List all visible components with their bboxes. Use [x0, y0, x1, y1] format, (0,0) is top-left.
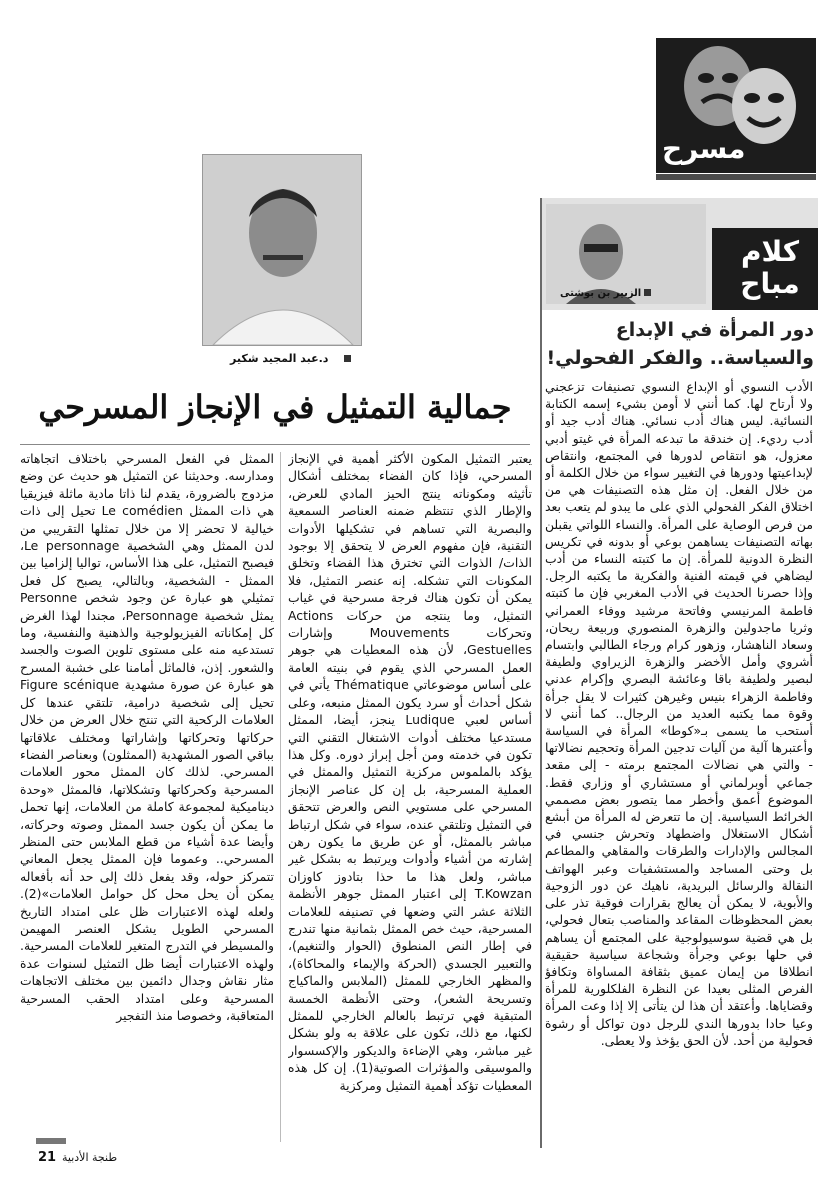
author-portrait-icon: [203, 155, 361, 345]
column-name-line2: مباح: [740, 267, 800, 300]
column-name: [728, 236, 812, 300]
author-photo: [202, 154, 362, 346]
column-title-line1: دور المرأة في الإبداع: [615, 319, 814, 341]
author-marker-icon: [344, 355, 351, 362]
columnist-name: [560, 288, 651, 299]
marker-square-icon: [644, 289, 651, 296]
article-title: جمالية التمثيل في الإنجاز المسرحي: [38, 388, 512, 426]
article-author: د.عبد المجيد شكير: [230, 352, 329, 365]
title-rule: [20, 444, 530, 445]
column-title: [546, 316, 814, 372]
column-divider: [280, 452, 281, 1142]
column-title-line2: والسياسة.. والفكر الفحولي!: [546, 347, 814, 369]
article-column-2: الممثل في الفعل المسرحي باختلاف اتجاهاته ومدارسه. وحديثنا عن التمثيل هو حديث عن وضع مزدوج بالضرورة، يقدم لنا ذاتا مادية ماثلة فيزيقيا هي ذات الممثل Le comédien تحيل إلى ذات خيالية لا تحضر إلا من خلال تمثلها التقريبي من لدن الممثل وهي الشخصية Le personnage، فيصبح التمثيل، على هذا الأساس، تواليا إلزاميا بين الممثل - الشخصية، وبالتالي، يصبح كل فعل تمثيلي هو عبارة عن وجود شخص Personne يمثل شخصية Personnage، مجندا لهذا الغرض كل إمكاناته الفيزيولوجية والذهنية والنفسية، وما تستدعيه منه على مستوى تلوين الصوت والجسد والشعور. إذن، فالماثل أمامنا على خشبة المسرح هو عبارة عن صورة مشهدية Figure scénique تحيل إلى شخصية درامية، تلتقي عندها كل العلامات الركحية التي تنتج خلال العرض من خلال حركاتها وتحركاتها وإشاراتها ومختلف علاقاتها بباقي الصور المشهدية (الممثلون) وبعناصر الفضاء المسرحي. لذلك كان الممثل محور العلامات المسرحية وكحركاتها وتشكلاتها، فالممثل «وحدة ديناميكية لمجموعة كاملة من العلامات، إنها تحمل ما يمكن أن يكون جسد الممثل وصوته وحركاته، وأيضا عدة أشياء من قطع الملابس حتى المنظر المسرحي.. وعموما فإن الممثل يجعل المعاني تتمركز حوله، وقد يفعل ذلك إلى حد أنه بأفعاله يمكن أن يحل محل كل حوامل العلامات»(2). ولعله لهذه الاعتبارات ظل على امتداد التاريخ المسرحي الطويل يشكل العنصر المهيمن والمسيطر في التدرج المتغير للعلامات المسرحية. ولهذه الاعتبارات أيضا ظل التمثيل لسنوات عدة مثار نقاش وجدال دائمين بين مختلف الاتجاهات المسرحية وعلى امتداد الحقب المسرحية المتعاقبة، وخصوصا منذ التفجير: [20, 451, 274, 1023]
publication-name: طنجة الأدبية: [62, 1151, 118, 1164]
section-bar: [656, 174, 816, 180]
column-name-line1: كلام: [740, 235, 800, 268]
footer-bar: [36, 1138, 66, 1144]
columnist-name-text: الزبير بن بوشتى: [560, 288, 642, 299]
column-body: الأدب النسوي أو الإبداع النسوي تصنيفات تزعجني ولا أرتاح لها. كما أنني لا أومن بشيء إسمه الكتابة النسائية. ليس هناك أدب نسائي. هناك أدب جيد أو أدب رديء. إن خندقة ما تبدعه المرأة في غيتو أدبي معزول، هو انتقاص لدورها في المجتمع، وانتقاص لإبداعيتها ودورها في التغيير سواء من خلال الكلمة أو من خلال الفعل. إن مثل هذه التصنيفات هي من اختلاق الفكر الفحولي الذي على ما يبدو لم يتعب بعد من فرص الوصاية على المرأة. والنساء اللواتي يقبلن بهاته التصنيفات يساهمن بوعي أو بدونه في تكريس النظرة الدونية للمرأة. إن ما كتبته النساء من أدب ليضاهي في قيمته الفنية والفكرية ما يكتبه الرجل. وإذا حصرنا الحديث في الأدب المغربي فإن ما كتبته فاطمة المرنيسي وفاتحة مرشيد ووفاء العمراني وثريا ماجدولين والزهرة المنصوري وربيعة ريحان، وسعاد الناهشار، وزهور كرام ورجاء الطالبي وابتسام أشروي وأمل الأخضر والزهرة الزيراوي ولطيفة لبصير ولطيفة باقا وعائشة البصري وإكرام عدني وفاطمة الزهراء بنيس وغيرهن كثيرات لا يقل جرأة وقوة مما يكتبه العديد من الرجال.. كما أنني لا أستحب ما يسمى بـ«كوطا» المرأة في السياسة وأعتبرها آلية من آليات تدجين المرأة وتحجيم نضالاتها - والتي هي نضالات المجتمع برمته - إلى مقعد جماعي أوبرلماني أو مستشاري أو وزاري فقط. الموضوع أعمق وأخطر مما يتصور بعض مصممي الخرائط السياسية. إن ما تتعرض له المرأة من أبشع أشكال الاستغلال واضطهاد وتحرش جنسي في المجالس والإدارات والطرقات والمقاهي والمطاعم بل وحتى المساجد والمستشفيات وعبر الهواتف النقالة والرسائل البريدية، ناهيك عن دور الزوجية والأبوية، لا يمكن أن يعالج بقرارات فوقية تذر على بعض المحظوظات المقاعد والمناصب بتعال فحولي، بل هي قضية سوسيولوجية على المجتمع أن يساهم في حلها بوعي وجرأة وشجاعة سياسية حقيقية انطلاقا من إيمان عميق بثقافة المساواة وتكافؤ الفرص المثلى بعيدا عن النظرة الفلكلورية للمرأة وقضاياها. وأعتقد أن هذا لن يتأتى إلا إذا وعت المرأة وعيا حادا بدورها الندي للرجل دون تواكل أو رشوة فحولية من أحد. لأن الحق يؤخذ ولا يعطى.: [545, 379, 813, 1048]
section-label: مسرح: [662, 132, 746, 165]
article-column-1: يعتبر التمثيل المكون الأكثر أهمية في الإنجاز المسرحي، فإذا كان الفضاء بمختلف أشكال تأثيثه ومكوناته ينتج الحيز المادي للعرض، والإطار الذي تنتظم ضمنه العناصر السمعية والبصرية التي تساهم في تشكيلها الأدوات التقنية، فإن مفهوم العرض لا يتحقق إلا بوجود الذات/ الذوات التي تخترق هذا الفضاء وتخلق المكونات التي تشكله. إنه عنصر التمثيل، فلا يمكن أن تكون هناك فرجة مسرحية في غياب التمثيل، وما ينتجه من حركات Actions وتحركات Mouvements وإشارات Gestuelles، لأن هذه المعطيات هي جوهر العمل المسرحي الذي يقوم في بنيته العامة على أساس موضوعاتي Thématique يأتي في شكل أحداث أو سرد يكون الممثل منبعه، وعلى أساس لعبي Ludique ينجز، أيضا، الممثل مستدعيا مختلف أدوات الاشتغال التقني التي تكون في خدمته ومن أجل إبراز دوره. وكل هذا يؤكد بالملموس مركزية التمثيل والممثل في العملية المسرحية، بل إن كل عناصر الإنجاز المسرحي على مستويي النص والعرض تتحقق في التمثيل وتلتقي عنده، سواء في شكل ارتباط مباشر بالممثل، أو عن طريق ما يكون رهن إشارته من أشياء وأدوات ويرتبط به بشكل غير مباشر، ولعل هذا ما حذا بتادوز كاوزان T.Kowzan إلى اعتبار الممثل جوهر الأنظمة الثلاثة عشر التي وضعها في تصنيفه للعلامات المسرحية، حيث خص الممثل بثمانية منها تندرج في إطار النص المنطوق (الحوار والتنغيم)، والتعبير الجسدي (الحركة والإيماء والمحاكاة)، والمظهر الخارجي للممثل (الملابس والماكياج وتسريحة الشعر)، وحتى الأنظمة الخمسة المتبقية فهي ترتبط بالعالم الخارجي للممثل لكنها، مع ذلك، تكون على علاقة به ولو بشكل غير مباشر، وهي الإضاءة والديكور والإكسسوار والموسيقى والمؤثرات الصوتية(1). إن كل هذه المعطيات تؤكد أهمية التمثيل ومركزية: [288, 451, 532, 1093]
page-number: 21: [38, 1150, 57, 1165]
